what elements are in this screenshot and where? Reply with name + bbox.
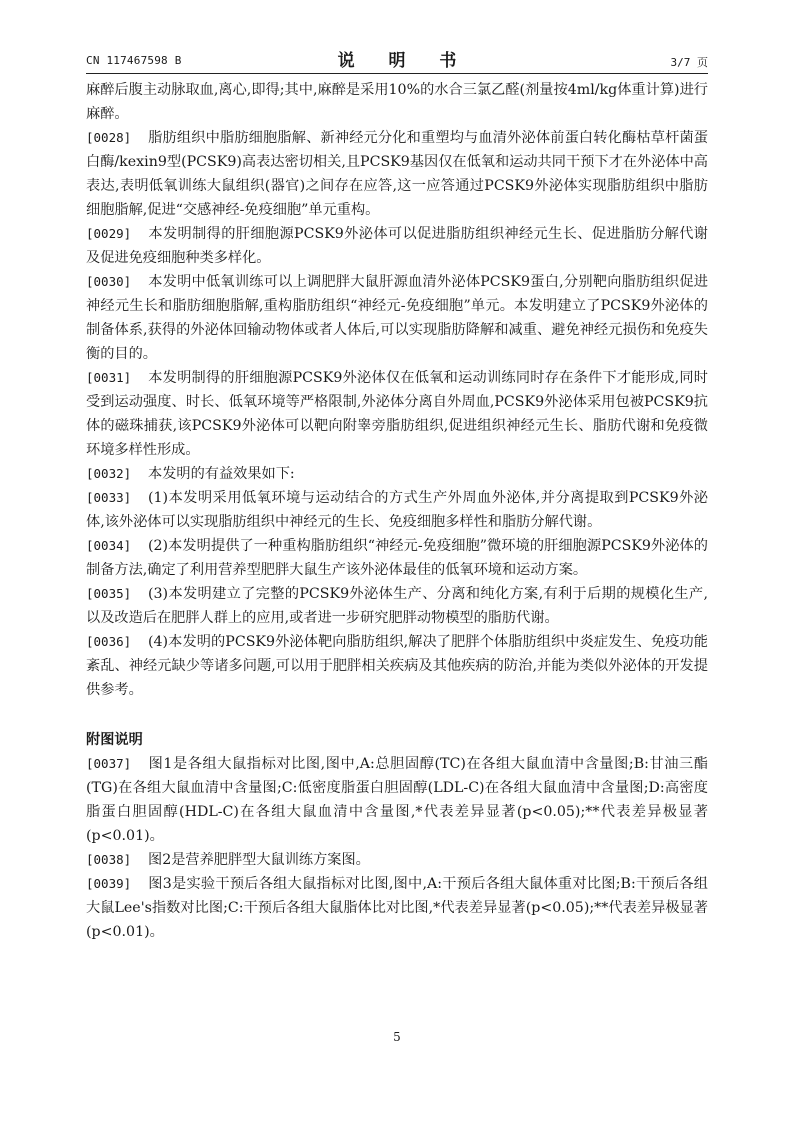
paragraph-text: 麻醉后腹主动脉取血,离心,即得;其中,麻醉是采用10%的水合三氯乙醛(剂量按4ml/kg体重计算)进行麻醉。	[86, 82, 708, 122]
paragraph-number: [0031]	[86, 370, 132, 385]
paragraph-text: 脂肪组织中脂肪细胞脂解、新神经元分化和重塑均与血清外泌体前蛋白转化酶枯草杆菌蛋白酶/kexin9型(PCSK9)高表达密切相关,且PCSK9基因仅在低氧和运动共同干预下才在外泌体中高表达,表明低氧训练大鼠组织(器官)之间存在应答,这一应答通过PCSK9外泌体实现脂肪组织中脂肪细胞脂解,促进“交感神经-免疫细胞”单元重构。	[86, 130, 708, 218]
page-number: 5	[393, 1030, 401, 1044]
paragraph-0031	[86, 366, 708, 462]
paragraph-text: 图3是实验干预后各组大鼠指标对比图,图中,A:干预后各组大鼠体重对比图;B:干预后各组大鼠Lee's指数对比图;C:干预后各组大鼠脂体比对比图,*代表差异显著(p<0.05);**代表差异极显著(p<0.01)。	[86, 876, 708, 940]
document-body	[86, 78, 708, 944]
paragraph-text: 本发明制得的肝细胞源PCSK9外泌体可以促进脂肪组织神经元生长、促进脂肪分解代谢及促进免疫细胞种类多样化。	[86, 226, 708, 266]
paragraph-number: [0036]	[86, 634, 132, 649]
document-title: 说 明 书	[337, 51, 471, 71]
paragraph-0030	[86, 270, 708, 366]
paragraph-continued	[86, 78, 708, 126]
paragraph-text: 本发明的有益效果如下:	[148, 466, 295, 482]
paragraph-text: 本发明制得的肝细胞源PCSK9外泌体仅在低氧和运动训练同时存在条件下才能形成,同时受到运动强度、时长、低氧环境等严格限制,外泌体分离自外周血,PCSK9外泌体采用包被PCSK9抗体的磁珠捕获,该PCSK9外泌体可以靶向附睾旁脂肪组织,促进组织神经元生长、脂肪代谢和免疫微环境多样性形成。	[86, 370, 708, 458]
paragraph-number: [0033]	[86, 490, 132, 505]
paragraph-text: (4)本发明的PCSK9外泌体靶向脂肪组织,解决了肥胖个体脂肪组织中炎症发生、免疫功能紊乱、神经元缺少等诸多问题,可以用于肥胖相关疾病及其他疾病的防治,并能为类似外泌体的开发提供参考。	[86, 634, 708, 698]
paragraph-number: [0035]	[86, 586, 132, 601]
header-divider	[86, 73, 708, 74]
paragraph-0036	[86, 630, 708, 702]
paragraph-text: (2)本发明提供了一种重构脂肪组织“神经元-免疫细胞”微环境的肝细胞源PCSK9外泌体的制备方法,确定了利用营养型肥胖大鼠生产该外泌体最佳的低氧环境和运动方案。	[86, 538, 708, 578]
paragraph-0038	[86, 848, 708, 872]
paragraph-0037	[86, 752, 708, 848]
paragraph-0039	[86, 872, 708, 944]
paragraph-0028	[86, 126, 708, 222]
page-indicator: 3/7 页	[670, 56, 708, 69]
paragraph-number: [0034]	[86, 538, 132, 553]
paragraph-number: [0029]	[86, 226, 132, 241]
paragraph-number: [0037]	[86, 756, 132, 771]
paragraph-number: [0032]	[86, 466, 132, 481]
paragraph-0034	[86, 534, 708, 582]
paragraph-0032	[86, 462, 708, 486]
paragraph-text: 图1是各组大鼠指标对比图,图中,A:总胆固醇(TC)在各组大鼠血清中含量图;B:甘油三酯(TG)在各组大鼠血清中含量图;C:低密度脂蛋白胆固醇(LDL-C)在各组大鼠血清中含量图;D:高密度脂蛋白胆固醇(HDL-C)在各组大鼠血清中含量图,*代表差异显著(p<0.05);**代表差异极显著(p<0.01)。	[86, 756, 708, 844]
page-header	[86, 46, 708, 72]
paragraph-number: [0038]	[86, 852, 132, 867]
patent-number: CN 117467598 B	[86, 54, 182, 67]
paragraph-number: [0039]	[86, 876, 132, 891]
section-heading: 附图说明	[86, 732, 143, 748]
paragraph-text: (1)本发明采用低氧环境与运动结合的方式生产外周血外泌体,并分离提取到PCSK9外泌体,该外泌体可以实现脂肪组织中神经元的生长、免疫细胞多样性和脂肪分解代谢。	[86, 490, 708, 530]
paragraph-text: (3)本发明建立了完整的PCSK9外泌体生产、分离和纯化方案,有利于后期的规模化生产,以及改造后在肥胖人群上的应用,或者进一步研究肥胖动物模型的脂肪代谢。	[86, 586, 708, 626]
paragraph-number: [0030]	[86, 274, 132, 289]
paragraph-0033	[86, 486, 708, 534]
paragraph-text: 图2是营养肥胖型大鼠训练方案图。	[148, 852, 370, 868]
paragraph-text: 本发明中低氧训练可以上调肥胖大鼠肝源血清外泌体PCSK9蛋白,分别靶向脂肪组织促进神经元生长和脂肪细胞脂解,重构脂肪组织“神经元-免疫细胞”单元。本发明建立了PCSK9外泌体的制备体系,获得的外泌体回输动物体或者人体后,可以实现脂肪降解和减重、避免神经元损伤和免疫失衡的目的。	[86, 274, 708, 362]
paragraph-0035	[86, 582, 708, 630]
paragraph-number: [0028]	[86, 130, 132, 145]
paragraph-0029	[86, 222, 708, 270]
